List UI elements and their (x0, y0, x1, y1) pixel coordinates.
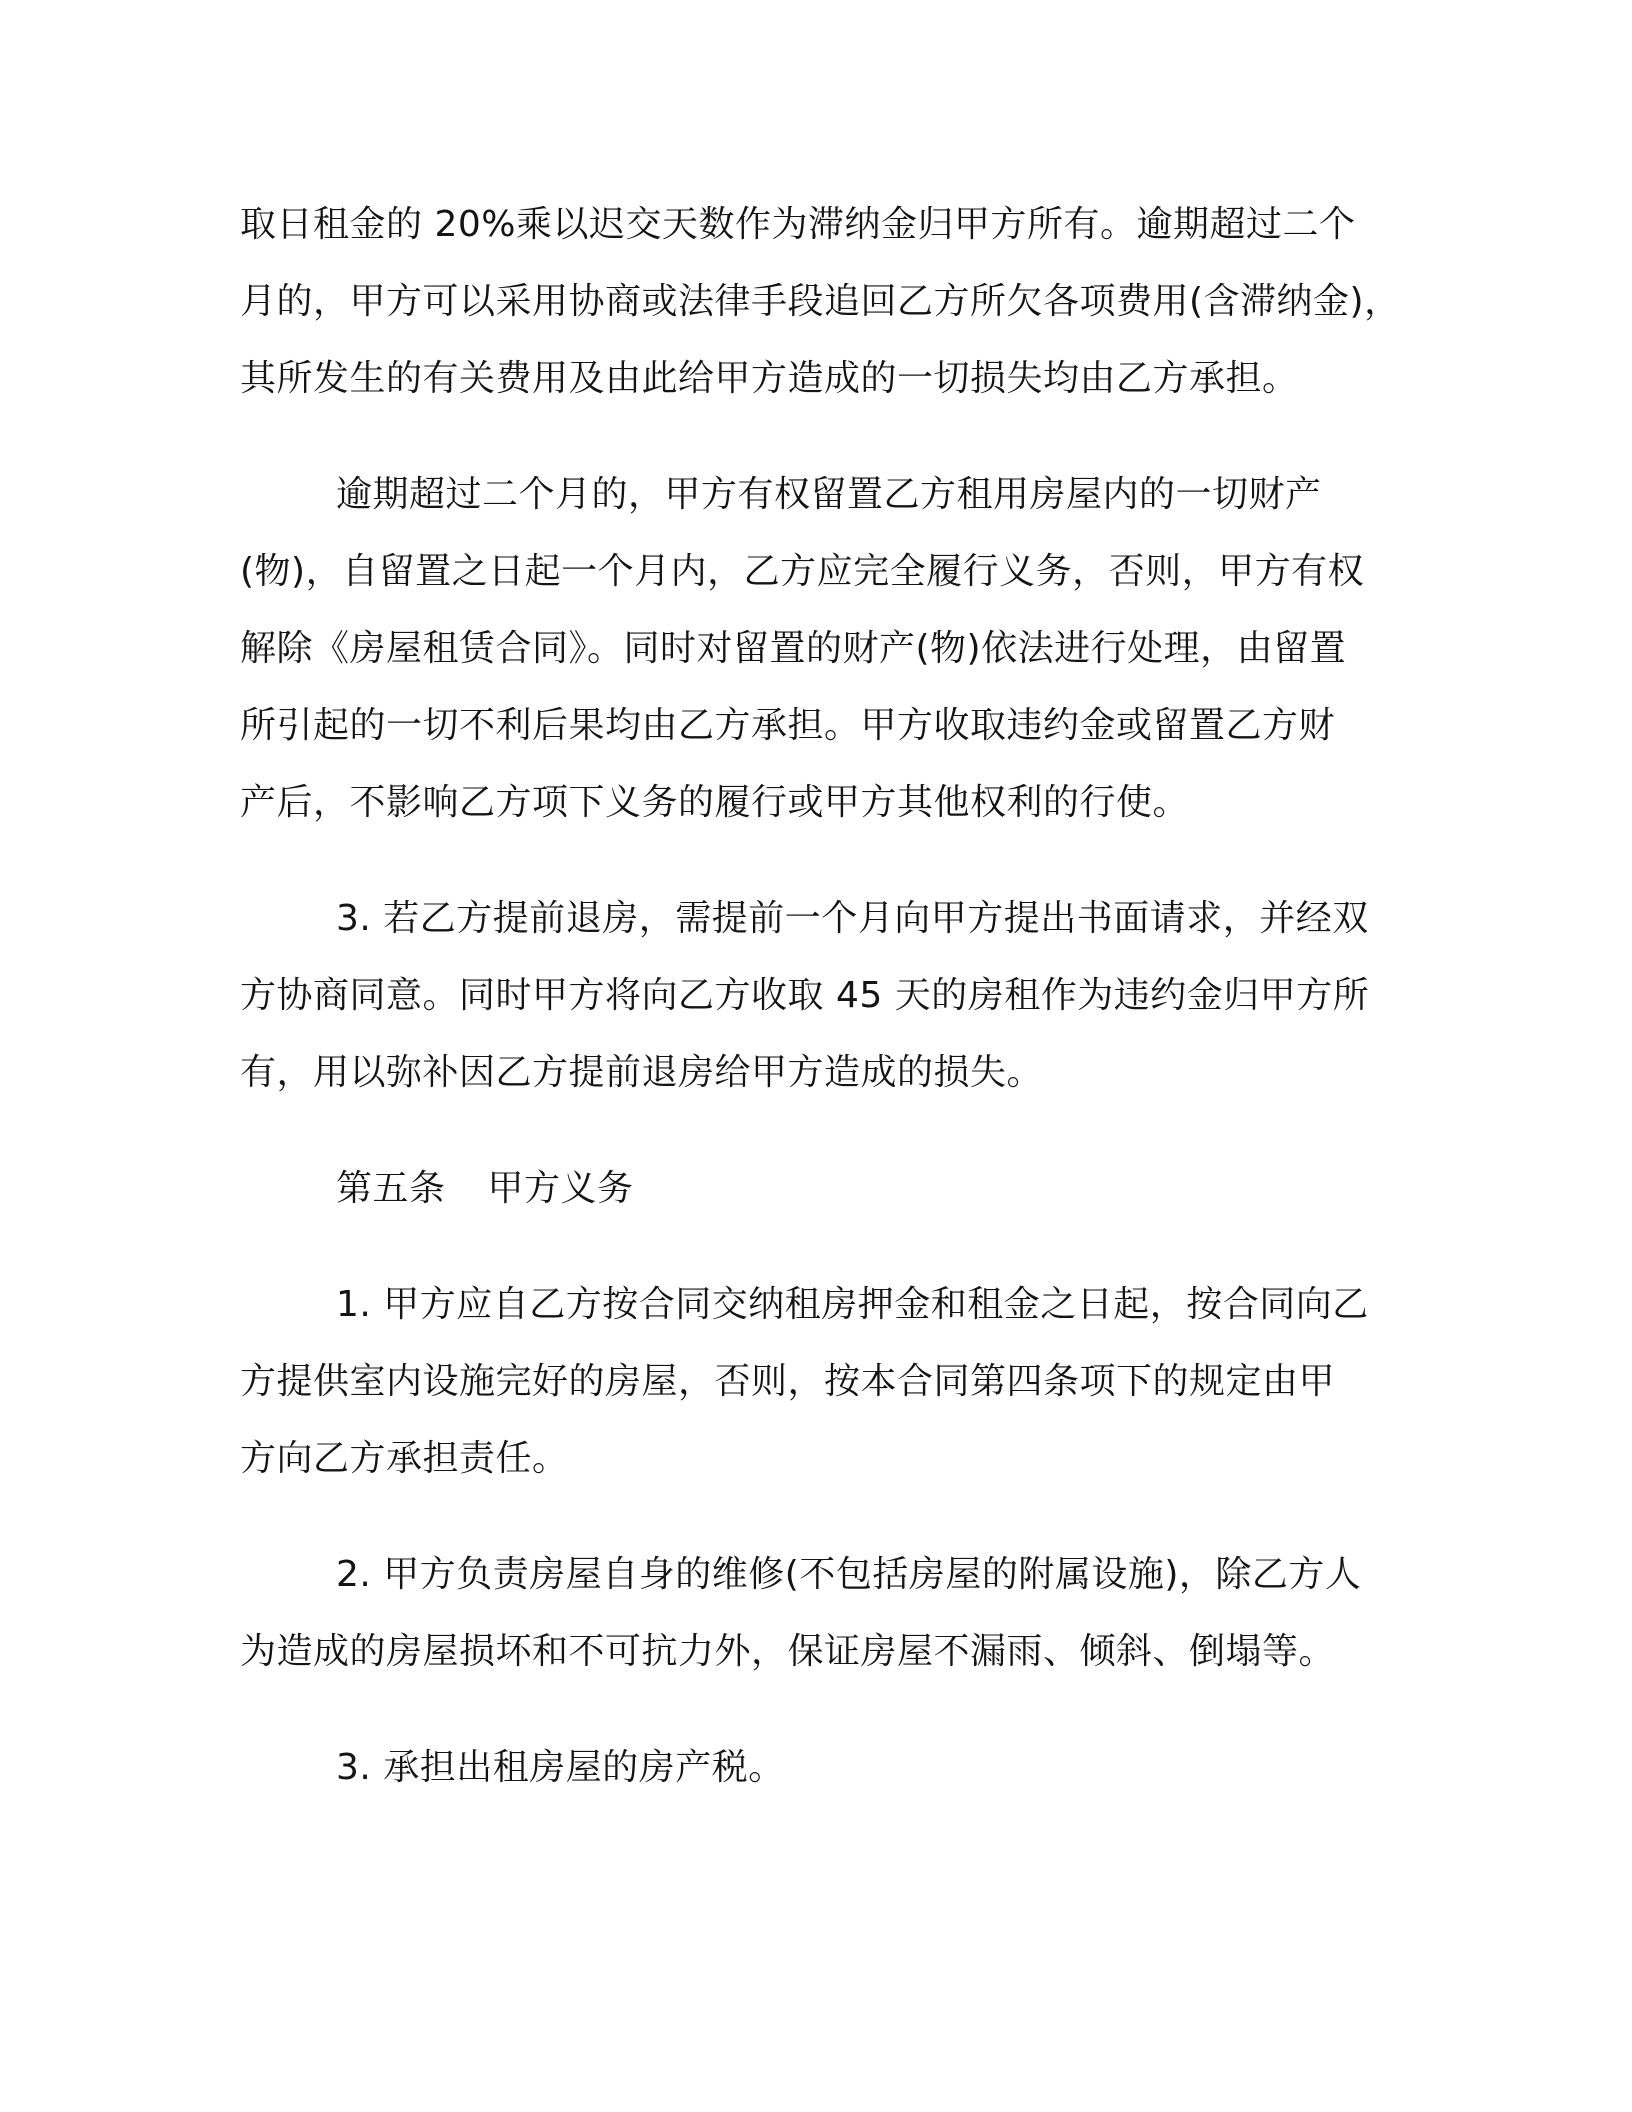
text-line: 解除《房屋租赁合同》。同时对留置的财产(物)依法进行处理，由留置 (240, 628, 1347, 669)
text-line: 3. 承担出租房屋的房产税。 (336, 1747, 785, 1788)
text-line: 方向乙方承担责任。 (240, 1438, 569, 1479)
text-line: 取日租金的 20%乘以迟交天数作为滞纳金归甲方所有。逾期超过二个 (240, 204, 1356, 245)
article-heading (240, 1150, 1440, 1227)
paragraph-property-retention (240, 456, 1440, 841)
article-title: 甲方义务 (487, 1168, 634, 1209)
text-line: 逾期超过二个月的，甲方有权留置乙方租用房屋内的一切财产 (336, 474, 1322, 515)
text-line: 2. 甲方负责房屋自身的维修(不包括房屋的附属设施)，除乙方人 (336, 1554, 1362, 1595)
paragraph-late-fee-continued (240, 186, 1440, 417)
paragraph-early-termination (240, 880, 1440, 1111)
text-line: 所引起的一切不利后果均由乙方承担。甲方收取违约金或留置乙方财 (240, 705, 1336, 746)
text-line: 方提供室内设施完好的房屋，否则，按本合同第四条项下的规定由甲 (240, 1361, 1336, 1402)
paragraph-lessor-duty-2 (240, 1536, 1440, 1690)
text-line: 为造成的房屋损坏和不可抗力外，保证房屋不漏雨、倾斜、倒塌等。 (240, 1631, 1336, 1672)
paragraph-lessor-duty-3 (240, 1729, 1440, 1806)
document-body (240, 186, 1440, 1845)
text-line: 方协商同意。同时甲方将向乙方收取 45 天的房租作为违约金归甲方所 (240, 975, 1370, 1016)
text-line: (物)，自留置之日起一个月内，乙方应完全履行义务，否则，甲方有权 (240, 551, 1365, 592)
article-heading-line (240, 1150, 1440, 1227)
text-line: 1. 甲方应自乙方按合同交纳租房押金和租金之日起，按合同向乙 (336, 1284, 1369, 1325)
paragraph-lessor-duty-1 (240, 1266, 1440, 1497)
text-line: 有，用以弥补因乙方提前退房给甲方造成的损失。 (240, 1052, 1044, 1093)
text-line: 3. 若乙方提前退房，需提前一个月向甲方提出书面请求，并经双 (336, 898, 1369, 939)
text-line: 其所发生的有关费用及由此给甲方造成的一切损失均由乙方承担。 (240, 358, 1299, 399)
text-line: 产后，不影响乙方项下义务的履行或甲方其他权利的行使。 (240, 782, 1190, 823)
text-line: 月的，甲方可以采用协商或法律手段追回乙方所欠各项费用(含滞纳金)， (240, 281, 1401, 322)
article-number: 第五条 (336, 1168, 446, 1209)
